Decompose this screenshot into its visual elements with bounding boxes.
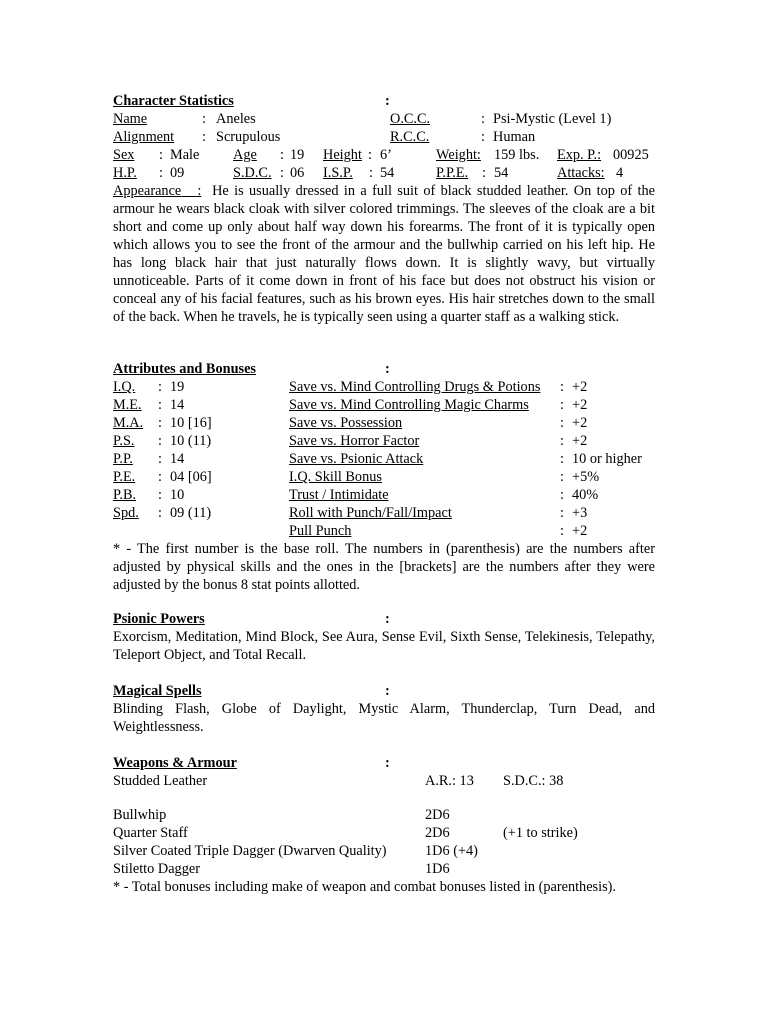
- bonus-value: +2: [572, 379, 588, 395]
- bonus-value: +3: [572, 505, 588, 521]
- attribute-value: 19: [170, 379, 185, 395]
- attribute-label: Spd. :: [113, 505, 162, 521]
- attacks-label: Attacks:: [557, 165, 605, 181]
- armour-name: Studded Leather: [113, 773, 208, 789]
- psionic-powers-list: Exorcism, Meditation, Mind Block, See Aura, Sense Evil, Sixth Sense, Telekinesis, Telepathy, Teleport Object, and Total Recall.: [113, 629, 655, 663]
- appearance-paragraph: [113, 182, 655, 326]
- bonus-label: Roll with Punch/Fall/Impact :: [289, 505, 564, 521]
- weapon-damage: 2D6: [425, 825, 450, 841]
- ppe-value: 54: [494, 165, 509, 181]
- section-heading-character-statistics: Character Statistics :: [113, 93, 390, 109]
- isp-value: 54: [380, 165, 395, 181]
- attributes-footnote: * - The first number is the base roll. The numbers in (parenthesis) are the numbers after adjusted by physical skills and the ones in the [brackets] are the numbers after they were adjusted by the bonus 8 stat points allotted.: [113, 541, 655, 593]
- bonus-value: +5%: [572, 469, 600, 485]
- section-heading-magical-spells: Magical Spells :: [113, 683, 390, 699]
- hp-value: 09: [170, 165, 185, 181]
- alignment-value: Scrupulous: [216, 129, 281, 145]
- bonus-value: 10 or higher: [572, 451, 642, 467]
- attribute-label: P.E. :: [113, 469, 162, 485]
- armour-ar: A.R.: 13: [425, 773, 474, 789]
- attribute-value: 14: [170, 451, 185, 467]
- rcc-label: R.C.C. :: [390, 129, 485, 145]
- attacks-value: 4: [616, 165, 624, 181]
- rcc-value: Human: [493, 129, 536, 145]
- weapon-damage: 1D6: [425, 861, 450, 877]
- sex-label: Sex :: [113, 147, 163, 163]
- bonus-label: Save vs. Horror Factor :: [289, 433, 564, 449]
- bonus-label: Trust / Intimidate :: [289, 487, 564, 503]
- ppe-label: P.P.E. :: [436, 165, 486, 181]
- alignment-label: Alignment :: [113, 129, 206, 145]
- isp-label: I.S.P. :: [323, 165, 373, 181]
- bonus-value: +2: [572, 415, 588, 431]
- occ-label: O.C.C. :: [390, 111, 485, 127]
- age-value: 19: [290, 147, 305, 163]
- bonus-label: Save vs. Mind Controlling Magic Charms :: [289, 397, 564, 413]
- attribute-label: M.E. :: [113, 397, 162, 413]
- section-heading-psionic-powers: Psionic Powers :: [113, 611, 390, 627]
- sdc-label: S.D.C. :: [233, 165, 284, 181]
- bonus-label: I.Q. Skill Bonus :: [289, 469, 564, 485]
- sdc-value: 06: [290, 165, 305, 181]
- occ-value: Psi-Mystic (Level 1): [493, 111, 612, 127]
- attribute-value: 04 [06]: [170, 469, 212, 485]
- appearance-label: Appearance :: [113, 183, 202, 199]
- weapons-footnote: * - Total bonuses including make of weapon and combat bonuses listed in (parenthesis).: [113, 879, 616, 895]
- bonus-value: +2: [572, 433, 588, 449]
- bonus-label: Save vs. Mind Controlling Drugs & Potions :: [289, 379, 564, 395]
- armour-sdc: S.D.C.: 38: [503, 773, 564, 789]
- weight-label: Weight:: [436, 147, 481, 163]
- weapon-damage: 2D6: [425, 807, 450, 823]
- magical-spells-list: Blinding Flash, Globe of Daylight, Mystic Alarm, Thunderclap, Turn Dead, and Weightlessness.: [113, 701, 655, 735]
- hp-label: H.P. :: [113, 165, 163, 181]
- weapon-name: Stiletto Dagger: [113, 861, 200, 877]
- sex-value: Male: [170, 147, 200, 163]
- weapon-name: Quarter Staff: [113, 825, 188, 841]
- bonus-label: Pull Punch :: [289, 523, 564, 539]
- weapon-damage: 1D6 (+4): [425, 843, 478, 859]
- age-label: Age :: [233, 147, 284, 163]
- bonus-label: Save vs. Possession :: [289, 415, 564, 431]
- attribute-value: 10 (11): [170, 433, 212, 449]
- bonus-value: +2: [572, 523, 588, 539]
- bonus-value: 40%: [572, 487, 599, 503]
- section-heading-weapons-armour: Weapons & Armour :: [113, 755, 390, 771]
- attribute-value: 10: [170, 487, 185, 503]
- bonus-value: +2: [572, 397, 588, 413]
- name-label: Name :: [113, 111, 206, 127]
- exp-label: Exp. P.:: [557, 147, 602, 163]
- attribute-label: M.A. :: [113, 415, 162, 431]
- attribute-label: P.S. :: [113, 433, 162, 449]
- appearance-text: He is usually dressed in a full suit of black studded leather. On top of the armour he wears black cloak with silver colored trimmings. The sleeves of the cloak are a bit short and come up only about half way down his forearms. The front of it is typically open which allows you to see the front of the armour and the bullwhip carried on his left hip. He has long black hair that just naturally flows down. It is slightly wavy, but virtually unnoticeable. Parts of it come down in front of his face but does not obstruct his vision or conceal any of his facial features, such as his brown eyes. His hair stretches down to the small of the back. When he travels, he is typically seen using a quarter staff as a walking stick.: [113, 183, 655, 325]
- height-value: 6’: [380, 147, 392, 163]
- bonus-label: Save vs. Psionic Attack :: [289, 451, 564, 467]
- attribute-value: 10 [16]: [170, 415, 212, 431]
- weapon-note: (+1 to strike): [503, 825, 578, 841]
- exp-value: 00925: [613, 147, 649, 163]
- attribute-value: 14: [170, 397, 185, 413]
- attribute-label: P.B. :: [113, 487, 162, 503]
- attribute-value: 09 (11): [170, 505, 212, 521]
- height-label: Height :: [323, 147, 372, 163]
- section-heading-attributes: Attributes and Bonuses :: [113, 361, 390, 377]
- weapon-name: Silver Coated Triple Dagger (Dwarven Quality): [113, 843, 387, 859]
- attribute-label: P.P. :: [113, 451, 162, 467]
- attribute-label: I.Q. :: [113, 379, 162, 395]
- weapon-name: Bullwhip: [113, 807, 167, 823]
- weight-value: 159 lbs.: [494, 147, 540, 163]
- name-value: Aneles: [216, 111, 256, 127]
